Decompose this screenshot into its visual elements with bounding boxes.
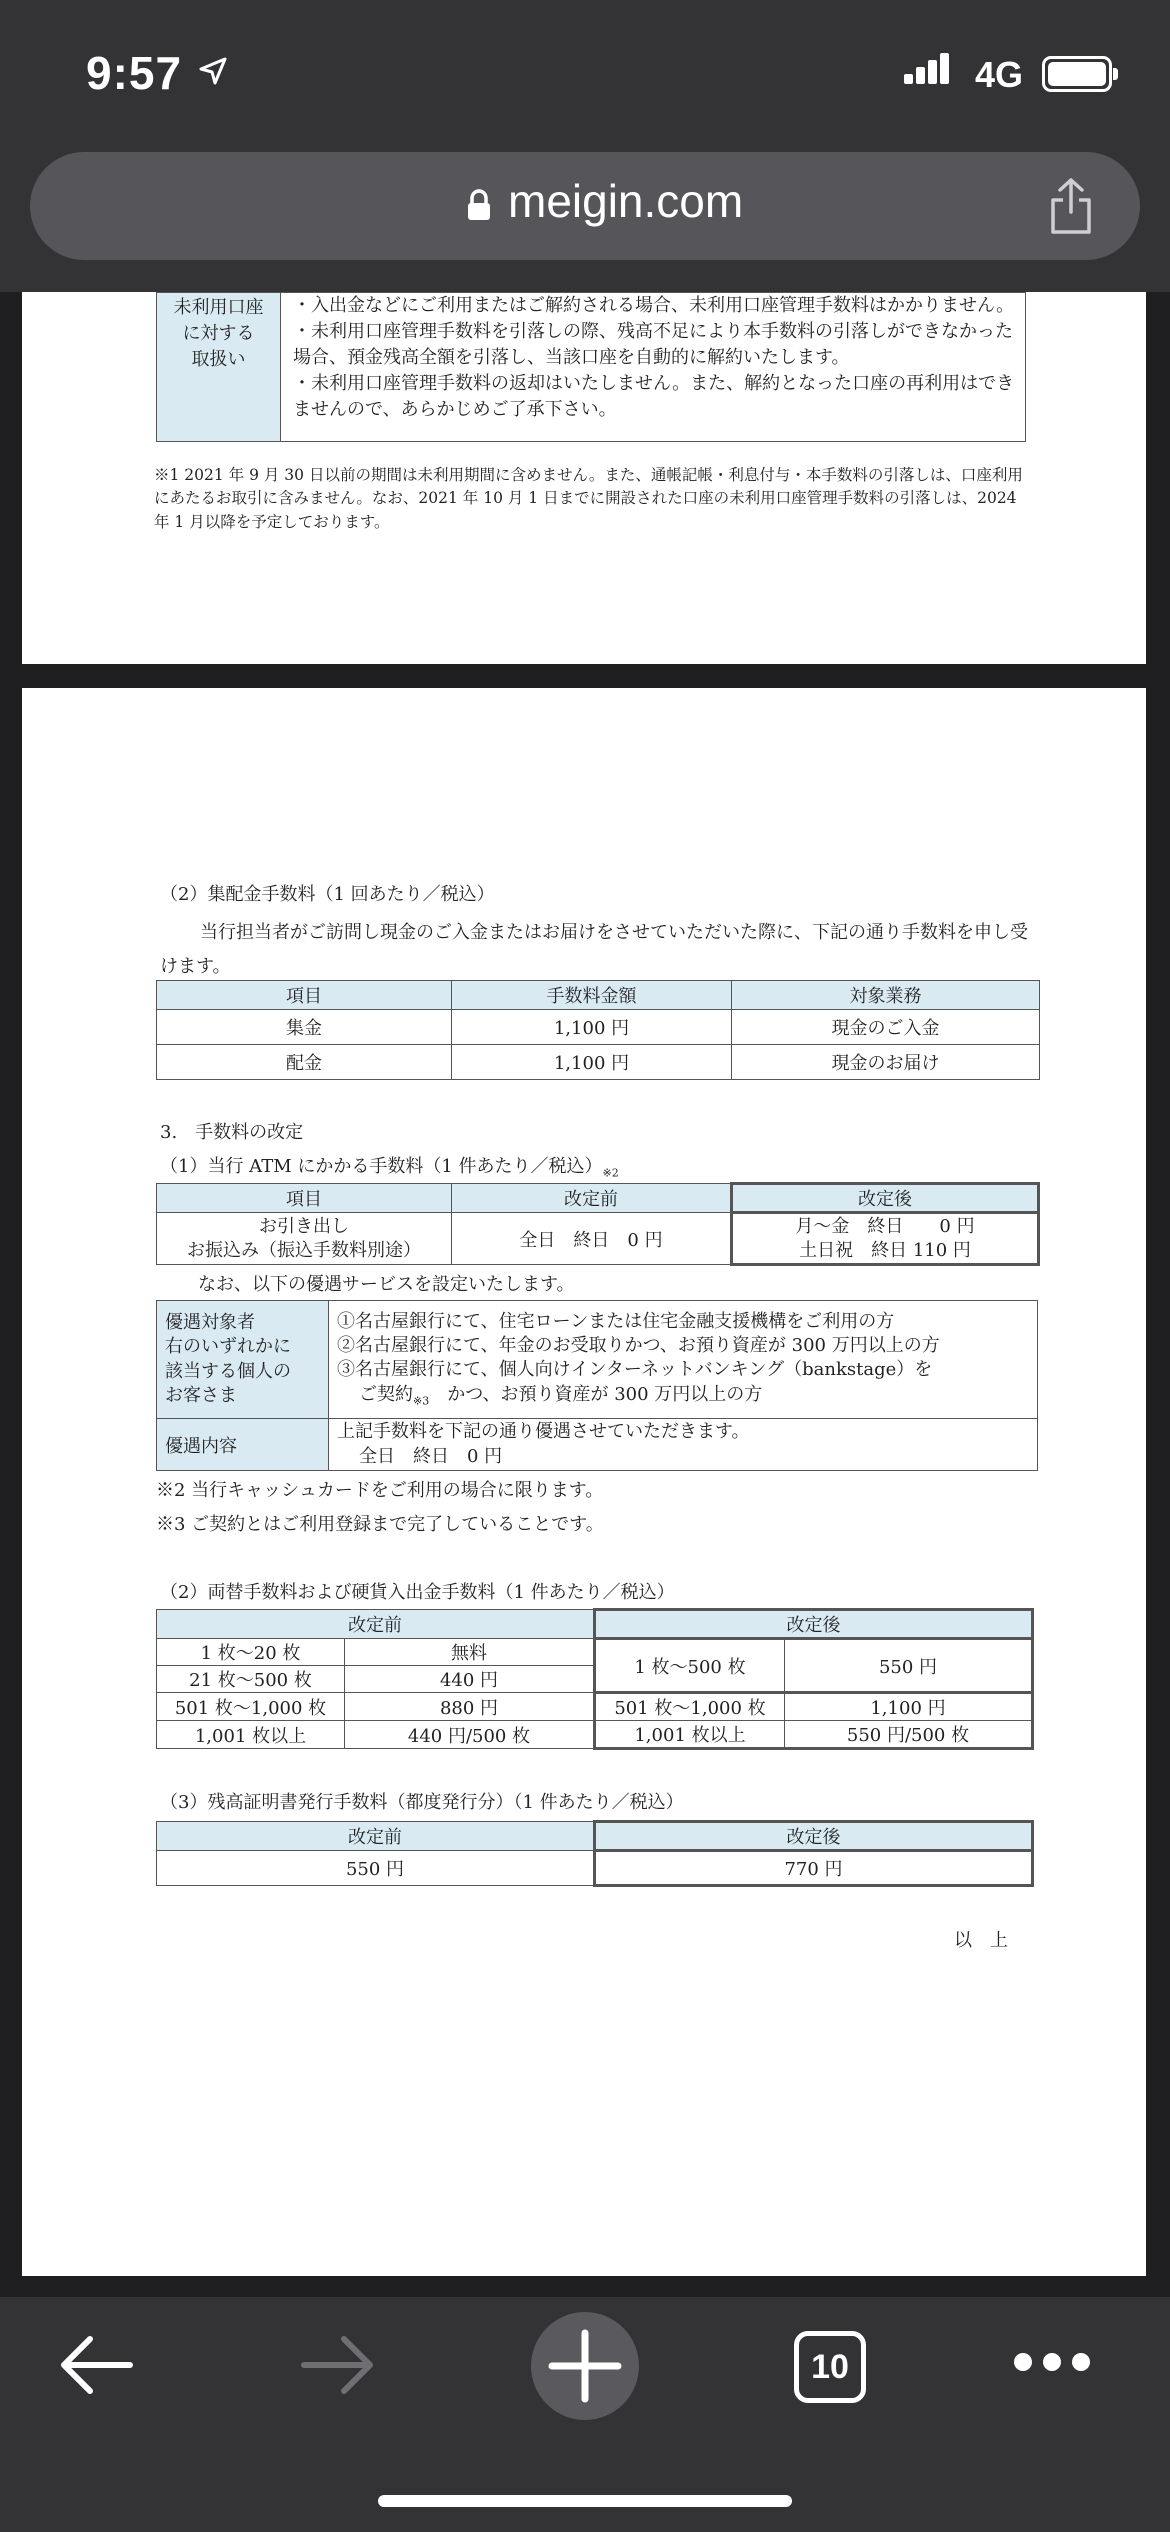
closing-mark: 以 上 xyxy=(954,1930,1008,1951)
table-cell: 550 円/500 枚 xyxy=(785,1721,1033,1749)
table-cell: 880 円 xyxy=(345,1693,595,1721)
battery-icon xyxy=(1042,56,1112,92)
atm-note-mark: ※2 xyxy=(602,1166,619,1180)
exchange-heading: （2）両替手数料および硬貨入出金手数料（1 件あたり／税込） xyxy=(160,1582,675,1603)
table-row xyxy=(157,1010,1040,1045)
table-cell: 21 枚～500 枚 xyxy=(157,1666,345,1693)
table-header: 手数料金額 xyxy=(452,981,732,1010)
table-cell: 1 枚～20 枚 xyxy=(157,1639,345,1666)
table-cell: 現金のお届け xyxy=(732,1045,1040,1080)
atm-after-weekday: 月～金 終日 0 円 xyxy=(795,1216,975,1238)
table-cell: 440 円/500 枚 xyxy=(345,1721,595,1749)
unused-account-item: ・未利用口座管理手数料の返却はいたしません。また、解約となった口座の再利用はできませんので、あらかじめご了承下さい。 xyxy=(293,373,1015,421)
back-arrow-icon[interactable] xyxy=(58,2335,134,2395)
table-cell: 1,100 円 xyxy=(452,1010,732,1045)
table-header: 改定前 xyxy=(157,1822,595,1851)
note-2: ※2 当行キャッシュカードをご利用の場合に限ります。 xyxy=(156,1480,604,1501)
tabs-count-button[interactable]: 10 xyxy=(794,2331,866,2403)
table-row xyxy=(157,1639,1033,1666)
forward-arrow-icon[interactable] xyxy=(300,2335,376,2395)
note-mark-3: ※3 xyxy=(413,1394,430,1408)
revision-heading: 3. 手数料の改定 xyxy=(160,1122,304,1143)
atm-item-withdraw: お引き出し xyxy=(259,1216,349,1238)
address-bar-area xyxy=(0,150,1170,292)
atm-before: 全日 終日 0 円 xyxy=(452,1213,732,1265)
table-header: 改定後 xyxy=(595,1610,1033,1639)
preferential-target: ③名古屋銀行にて、個人向けインターネットバンキング（bankstage）を xyxy=(337,1359,933,1381)
signal-icon xyxy=(904,52,960,88)
table-row xyxy=(157,1851,1033,1886)
preferential-target: ①名古屋銀行にて、住宅ローンまたは住宅金融支援機構をご利用の方 xyxy=(337,1310,895,1332)
address-bar[interactable] xyxy=(30,152,1140,260)
preferential-content: 上記手数料を下記の通り優遇させていただきます。 xyxy=(337,1421,750,1443)
url-domain: meigin.com xyxy=(508,175,744,227)
table-header: 改定前 xyxy=(157,1610,595,1639)
table-cell: 1,100 円 xyxy=(452,1045,732,1080)
collection-intro: 当行担当者がご訪問し現金のご入金またはお届けをさせていただいた際に、下記の通り手数料を申し受けます。 xyxy=(160,922,1028,978)
lock-icon xyxy=(465,188,493,222)
clock: 9:57 xyxy=(86,47,183,99)
location-arrow-icon xyxy=(198,56,228,86)
table-row xyxy=(157,1213,1039,1265)
table-cell: 現金のご入金 xyxy=(732,1010,1040,1045)
table-row xyxy=(157,1045,1040,1080)
status-bar xyxy=(0,0,1170,150)
table-header: 項目 xyxy=(157,1184,452,1213)
table-cell: 550 円 xyxy=(785,1639,1033,1693)
preferential-target-cont: ご契約$_{※3}$ かつ、お預り資産が 300 万円以上の方 xyxy=(359,1383,763,1408)
atm-item-transfer: お振込み（振込手数料別途） xyxy=(187,1239,421,1261)
atm-heading: （1）当行 ATM にかかる手数料（1 件あたり／税込）$_{※2}$ xyxy=(160,1156,619,1180)
pdf-page-1 xyxy=(22,292,1146,664)
table-cell: 配金 xyxy=(157,1045,452,1080)
atm-fee-table xyxy=(156,1182,1040,1266)
share-icon[interactable] xyxy=(1045,176,1097,236)
preferential-content-amount: 全日 終日 0 円 xyxy=(359,1445,503,1467)
footnote-1: ※1 2021 年 9 月 30 日以前の期間は未利用期間に含めません。また、通帳記帳・利息付与・本手数料の引落しは、口座利用にあたるお取引に含みません。なお、2021 年 10 月 1 日までに開設された口座の未利用口座管理手数料の引落しは、2024 年 1 月以降を予定しております。 xyxy=(154,466,1023,531)
new-tab-plus-icon[interactable] xyxy=(530,2311,640,2421)
table-cell: 無料 xyxy=(345,1639,595,1666)
preferential-table xyxy=(156,1300,1038,1471)
table-header: 改定後 xyxy=(595,1822,1033,1851)
pdf-page-2 xyxy=(22,688,1146,2276)
table-header: 対象業務 xyxy=(732,981,1040,1010)
preferential-intro: なお、以下の優遇サービスを設定いたします。 xyxy=(198,1274,575,1295)
unused-account-label: 未利用口座 に対する 取扱い xyxy=(157,293,281,442)
table-cell: 550 円 xyxy=(157,1851,595,1886)
table-cell: 1,001 枚以上 xyxy=(595,1721,785,1749)
table-row xyxy=(157,1721,1033,1749)
unused-account-table xyxy=(156,292,1026,442)
more-menu-icon[interactable] xyxy=(1010,2349,1094,2375)
table-header: 改定後 xyxy=(732,1184,1039,1213)
collection-table xyxy=(156,980,1040,1080)
network-type: 4G xyxy=(975,54,1024,95)
preferential-target-label: 優遇対象者 右のいずれかに 該当する個人の お客さま xyxy=(157,1301,329,1419)
balance-fee-table xyxy=(156,1820,1034,1887)
table-row xyxy=(157,1693,1033,1721)
preferential-target: ②名古屋銀行にて、年金のお受取りかつ、お預り資産が 300 万円以上の方 xyxy=(337,1335,940,1357)
preferential-content-label: 優遇内容 xyxy=(157,1419,329,1471)
atm-after-weekend: 土日祝 終日 110 円 xyxy=(799,1239,971,1261)
exchange-fee-table xyxy=(156,1608,1034,1750)
balance-heading: （3）残高証明書発行手数料（都度発行分）（1 件あたり／税込） xyxy=(160,1792,684,1813)
unused-account-item: ・入出金などにご利用またはご解約される場合、未利用口座管理手数料はかかりません。 xyxy=(293,295,1015,316)
table-cell: 770 円 xyxy=(595,1851,1033,1886)
table-cell: 440 円 xyxy=(345,1666,595,1693)
table-cell: 1,001 枚以上 xyxy=(157,1721,345,1749)
collection-heading: （2）集配金手数料（1 回あたり／税込） xyxy=(160,884,495,905)
table-cell: 501 枚～1,000 枚 xyxy=(157,1693,345,1721)
table-cell: 501 枚～1,000 枚 xyxy=(595,1693,785,1721)
table-cell: 集金 xyxy=(157,1010,452,1045)
table-header: 項目 xyxy=(157,981,452,1010)
table-cell: 1,100 円 xyxy=(785,1693,1033,1721)
table-header: 改定前 xyxy=(452,1184,732,1213)
home-indicator[interactable] xyxy=(378,2495,792,2507)
unused-account-item: ・未利用口座管理手数料を引落しの際、残高不足により本手数料の引落しができなかった場合、預金残高全額を引落し、当該口座を自動的に解約いたします。 xyxy=(293,321,1013,369)
table-cell: 1 枚～500 枚 xyxy=(595,1639,785,1693)
note-3: ※3 ご契約とはご利用登録まで完了していることです。 xyxy=(156,1514,604,1535)
bottom-toolbar xyxy=(0,2297,1170,2532)
